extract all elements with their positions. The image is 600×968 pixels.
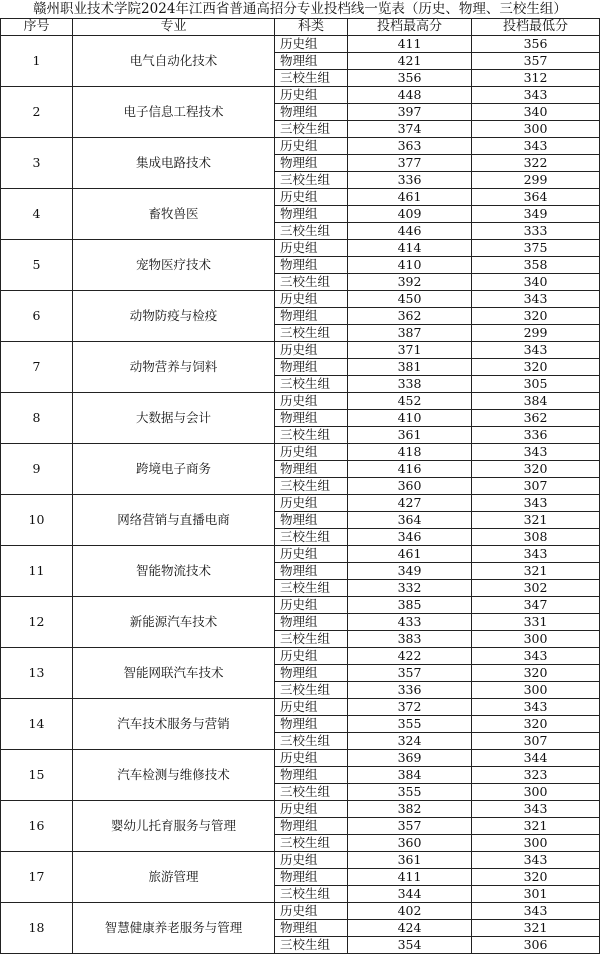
category-name: 物理组 (275, 359, 348, 376)
min-score: 321 (472, 563, 600, 580)
category-name: 物理组 (275, 818, 348, 835)
category-name: 三校生组 (275, 937, 348, 954)
min-score: 349 (472, 206, 600, 223)
min-score: 343 (472, 87, 600, 104)
max-score: 397 (348, 104, 472, 121)
max-score: 354 (348, 937, 472, 954)
min-score: 308 (472, 529, 600, 546)
table-row (1, 852, 600, 869)
category-name: 三校生组 (275, 784, 348, 801)
min-score: 320 (472, 716, 600, 733)
table-row (1, 801, 600, 818)
category-name: 物理组 (275, 869, 348, 886)
category-name: 物理组 (275, 461, 348, 478)
category-name: 历史组 (275, 342, 348, 359)
max-score: 402 (348, 903, 472, 920)
row-number: 5 (1, 240, 73, 291)
header-category: 科类 (275, 19, 348, 36)
header-seq: 序号 (1, 19, 73, 36)
min-score: 312 (472, 70, 600, 87)
max-score: 410 (348, 257, 472, 274)
min-score: 300 (472, 784, 600, 801)
category-name: 历史组 (275, 240, 348, 257)
row-number: 11 (1, 546, 73, 597)
table-header-row (1, 19, 600, 36)
table-row (1, 87, 600, 104)
max-score: 381 (348, 359, 472, 376)
table-row (1, 36, 600, 53)
min-score: 347 (472, 597, 600, 614)
header-major: 专业 (73, 19, 275, 36)
admission-score-table (0, 18, 600, 954)
major-name: 电气自动化技术 (73, 36, 275, 87)
table-body (1, 36, 600, 954)
max-score: 452 (348, 393, 472, 410)
max-score: 461 (348, 546, 472, 563)
major-name: 汽车检测与维修技术 (73, 750, 275, 801)
table-row (1, 189, 600, 206)
row-number: 17 (1, 852, 73, 903)
min-score: 384 (472, 393, 600, 410)
row-number: 2 (1, 87, 73, 138)
category-name: 物理组 (275, 920, 348, 937)
max-score: 357 (348, 665, 472, 682)
max-score: 411 (348, 36, 472, 53)
category-name: 历史组 (275, 852, 348, 869)
major-name: 新能源汽车技术 (73, 597, 275, 648)
max-score: 364 (348, 512, 472, 529)
category-name: 历史组 (275, 801, 348, 818)
table-row (1, 546, 600, 563)
min-score: 299 (472, 325, 600, 342)
min-score: 362 (472, 410, 600, 427)
category-name: 物理组 (275, 563, 348, 580)
category-name: 三校生组 (275, 223, 348, 240)
row-number: 16 (1, 801, 73, 852)
category-name: 三校生组 (275, 172, 348, 189)
category-name: 物理组 (275, 512, 348, 529)
row-number: 10 (1, 495, 73, 546)
min-score: 300 (472, 121, 600, 138)
row-number: 1 (1, 36, 73, 87)
row-number: 6 (1, 291, 73, 342)
max-score: 332 (348, 580, 472, 597)
category-name: 历史组 (275, 138, 348, 155)
major-name: 宠物医疗技术 (73, 240, 275, 291)
category-name: 历史组 (275, 546, 348, 563)
min-score: 357 (472, 53, 600, 70)
min-score: 343 (472, 291, 600, 308)
max-score: 409 (348, 206, 472, 223)
row-number: 12 (1, 597, 73, 648)
table-row (1, 393, 600, 410)
max-score: 384 (348, 767, 472, 784)
category-name: 历史组 (275, 189, 348, 206)
category-name: 物理组 (275, 716, 348, 733)
max-score: 369 (348, 750, 472, 767)
category-name: 历史组 (275, 444, 348, 461)
category-name: 物理组 (275, 308, 348, 325)
row-number: 14 (1, 699, 73, 750)
min-score: 343 (472, 444, 600, 461)
table-row (1, 342, 600, 359)
max-score: 355 (348, 716, 472, 733)
major-name: 集成电路技术 (73, 138, 275, 189)
major-name: 智能网联汽车技术 (73, 648, 275, 699)
max-score: 446 (348, 223, 472, 240)
max-score: 385 (348, 597, 472, 614)
min-score: 343 (472, 801, 600, 818)
category-name: 物理组 (275, 257, 348, 274)
category-name: 历史组 (275, 699, 348, 716)
max-score: 344 (348, 886, 472, 903)
max-score: 422 (348, 648, 472, 665)
category-name: 历史组 (275, 597, 348, 614)
category-name: 三校生组 (275, 886, 348, 903)
max-score: 416 (348, 461, 472, 478)
max-score: 377 (348, 155, 472, 172)
category-name: 物理组 (275, 614, 348, 631)
max-score: 336 (348, 682, 472, 699)
min-score: 320 (472, 308, 600, 325)
min-score: 323 (472, 767, 600, 784)
min-score: 344 (472, 750, 600, 767)
row-number: 18 (1, 903, 73, 954)
row-number: 8 (1, 393, 73, 444)
max-score: 433 (348, 614, 472, 631)
category-name: 物理组 (275, 53, 348, 70)
min-score: 320 (472, 359, 600, 376)
category-name: 三校生组 (275, 325, 348, 342)
min-score: 340 (472, 274, 600, 291)
category-name: 三校生组 (275, 376, 348, 393)
table-row (1, 597, 600, 614)
min-score: 322 (472, 155, 600, 172)
category-name: 三校生组 (275, 70, 348, 87)
category-name: 物理组 (275, 665, 348, 682)
min-score: 375 (472, 240, 600, 257)
major-name: 大数据与会计 (73, 393, 275, 444)
min-score: 336 (472, 427, 600, 444)
max-score: 421 (348, 53, 472, 70)
max-score: 336 (348, 172, 472, 189)
min-score: 343 (472, 852, 600, 869)
row-number: 9 (1, 444, 73, 495)
max-score: 461 (348, 189, 472, 206)
min-score: 300 (472, 835, 600, 852)
major-name: 婴幼儿托育服务与管理 (73, 801, 275, 852)
max-score: 372 (348, 699, 472, 716)
header-min-score: 投档最低分 (472, 19, 600, 36)
category-name: 历史组 (275, 750, 348, 767)
max-score: 410 (348, 410, 472, 427)
max-score: 383 (348, 631, 472, 648)
min-score: 343 (472, 495, 600, 512)
category-name: 三校生组 (275, 580, 348, 597)
max-score: 448 (348, 87, 472, 104)
major-name: 网络营销与直播电商 (73, 495, 275, 546)
min-score: 306 (472, 937, 600, 954)
min-score: 340 (472, 104, 600, 121)
max-score: 356 (348, 70, 472, 87)
category-name: 三校生组 (275, 121, 348, 138)
min-score: 307 (472, 733, 600, 750)
min-score: 343 (472, 648, 600, 665)
min-score: 305 (472, 376, 600, 393)
max-score: 360 (348, 478, 472, 495)
major-name: 动物营养与饲料 (73, 342, 275, 393)
max-score: 427 (348, 495, 472, 512)
major-name: 智慧健康养老服务与管理 (73, 903, 275, 954)
row-number: 4 (1, 189, 73, 240)
category-name: 三校生组 (275, 478, 348, 495)
row-number: 7 (1, 342, 73, 393)
max-score: 371 (348, 342, 472, 359)
major-name: 旅游管理 (73, 852, 275, 903)
major-name: 电子信息工程技术 (73, 87, 275, 138)
table-row (1, 750, 600, 767)
category-name: 物理组 (275, 767, 348, 784)
category-name: 物理组 (275, 155, 348, 172)
min-score: 364 (472, 189, 600, 206)
min-score: 331 (472, 614, 600, 631)
category-name: 物理组 (275, 104, 348, 121)
max-score: 349 (348, 563, 472, 580)
min-score: 358 (472, 257, 600, 274)
max-score: 355 (348, 784, 472, 801)
category-name: 历史组 (275, 291, 348, 308)
table-row (1, 495, 600, 512)
min-score: 343 (472, 699, 600, 716)
row-number: 15 (1, 750, 73, 801)
category-name: 历史组 (275, 495, 348, 512)
table-row (1, 444, 600, 461)
category-name: 历史组 (275, 36, 348, 53)
min-score: 343 (472, 546, 600, 563)
category-name: 三校生组 (275, 529, 348, 546)
category-name: 三校生组 (275, 274, 348, 291)
category-name: 历史组 (275, 87, 348, 104)
category-name: 三校生组 (275, 427, 348, 444)
table-row (1, 291, 600, 308)
max-score: 360 (348, 835, 472, 852)
min-score: 343 (472, 342, 600, 359)
major-name: 汽车技术服务与营销 (73, 699, 275, 750)
min-score: 343 (472, 138, 600, 155)
min-score: 300 (472, 631, 600, 648)
category-name: 三校生组 (275, 733, 348, 750)
max-score: 374 (348, 121, 472, 138)
min-score: 356 (472, 36, 600, 53)
max-score: 424 (348, 920, 472, 937)
min-score: 320 (472, 461, 600, 478)
min-score: 302 (472, 580, 600, 597)
category-name: 历史组 (275, 393, 348, 410)
min-score: 307 (472, 478, 600, 495)
max-score: 382 (348, 801, 472, 818)
max-score: 363 (348, 138, 472, 155)
major-name: 智能物流技术 (73, 546, 275, 597)
min-score: 300 (472, 682, 600, 699)
major-name: 跨境电子商务 (73, 444, 275, 495)
max-score: 411 (348, 869, 472, 886)
category-name: 三校生组 (275, 835, 348, 852)
max-score: 450 (348, 291, 472, 308)
min-score: 343 (472, 903, 600, 920)
table-row (1, 903, 600, 920)
max-score: 361 (348, 852, 472, 869)
min-score: 333 (472, 223, 600, 240)
page-title: 赣州职业技术学院2024年江西省普通高招分专业投档线一览表（历史、物理、三校生组） (33, 1, 567, 17)
min-score: 321 (472, 920, 600, 937)
min-score: 320 (472, 665, 600, 682)
max-score: 338 (348, 376, 472, 393)
table-row (1, 699, 600, 716)
row-number: 3 (1, 138, 73, 189)
major-name: 动物防疫与检疫 (73, 291, 275, 342)
min-score: 321 (472, 512, 600, 529)
category-name: 历史组 (275, 648, 348, 665)
max-score: 392 (348, 274, 472, 291)
max-score: 346 (348, 529, 472, 546)
table-row (1, 648, 600, 665)
row-number: 13 (1, 648, 73, 699)
max-score: 357 (348, 818, 472, 835)
category-name: 三校生组 (275, 631, 348, 648)
category-name: 物理组 (275, 410, 348, 427)
min-score: 320 (472, 869, 600, 886)
max-score: 324 (348, 733, 472, 750)
max-score: 387 (348, 325, 472, 342)
min-score: 299 (472, 172, 600, 189)
min-score: 301 (472, 886, 600, 903)
max-score: 418 (348, 444, 472, 461)
table-row (1, 138, 600, 155)
category-name: 三校生组 (275, 682, 348, 699)
max-score: 361 (348, 427, 472, 444)
table-row (1, 240, 600, 257)
major-name: 畜牧兽医 (73, 189, 275, 240)
max-score: 362 (348, 308, 472, 325)
max-score: 414 (348, 240, 472, 257)
min-score: 321 (472, 818, 600, 835)
category-name: 物理组 (275, 206, 348, 223)
header-max-score: 投档最高分 (348, 19, 472, 36)
category-name: 历史组 (275, 903, 348, 920)
